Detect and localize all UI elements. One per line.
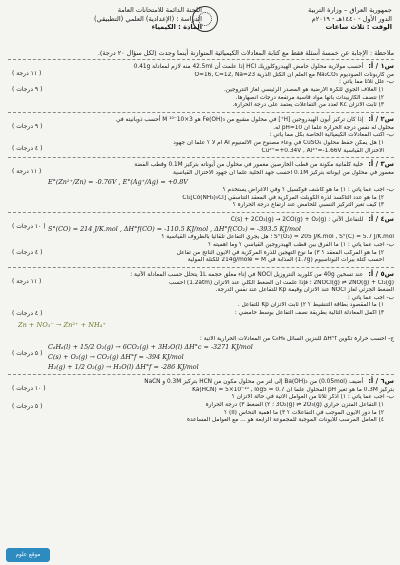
time-line: الوقت : ثلاث ساعات [325, 23, 392, 32]
equation: C(s) + O₂(g) → CO₂(g) ΔH°f = -394 KJ/mol [48, 352, 184, 361]
question-line: محلول له نفس درجة الحرارة علماً أن pH=10 له. [273, 124, 394, 131]
marks-label: ( ٩ درجات ) [12, 86, 43, 94]
question-2 [8, 115, 394, 155]
equation: C₆H₆(l) + 15/2 O₂(g) → 6CO₂(g) + 3H₂O(l) ΔH°c = -3271 KJ/mol [48, 343, 253, 352]
question-line: إذا كان تركيز أيون الهيدروجين [H⁺] في محلول مشبع من Fe(OH)₃ هو 3×10⁻¹⁰ M أحسب ذوبانيته في [116, 117, 364, 124]
marks-label: ( ٤ درجات ) [12, 249, 43, 257]
redox-equation: Zn + NO₃⁻ → Zn²⁺ + NH₄⁺ [18, 320, 106, 329]
question-line: ٢) ما هو عدد التأكسد لذرة الكوبلت المركزية في المعقد التناسقي [Co(NH₃)₅Cl]Cl₂ [182, 194, 384, 201]
question-line: خلية كلفانية مكونة من قطب الخارصين مغمور في محلول من أيوناته بتركيز 0.1M وقطب الفضة [134, 162, 364, 169]
question-line: من كاربونات الصوديوم Na₂CO₃ مع العلم أن الكتل الذرية O=16, C=12, Na=23 [194, 71, 394, 78]
marks-label: ( ١٠ درجات ) [12, 385, 46, 393]
instructions-note: ملاحظة : الإجابة عن خمسة أسئلة فقط مع كتابة المعادلات الكيميائية المتوازنة أينما وجدت (لكل سؤال ٢٠ درجة). [97, 49, 394, 57]
marks-label: ( ٥ درجات ) [12, 403, 43, 411]
committee-line-1: اللجنة الدائمة للامتحانات العامة [117, 6, 202, 14]
question-line: ٢) ما دور الأيون الموجب في التفاعلات ؟ ٣) ما أهمية النحاس (II) ؟ [224, 409, 384, 416]
marks-label: ( ١٠ درجات ) [12, 223, 46, 231]
ministry-line-1: جمهورية العراق – وزارة التربية [308, 6, 392, 14]
question-line: ب- أكتب المعادلات الكيميائية الخاصة بكل مما يأتي : [269, 132, 394, 139]
question-line: بتركيز 0.3M ما هو تغير pH المحلول علماً أن Ka(HCN) = 5×10⁻¹⁰ , log5 = 0.7 [192, 386, 394, 393]
question-label: س٢ / أ: [368, 115, 394, 124]
question-line: عند تسخين 40g من كلوريد النتروزيل NOCl في إناء مغلق حجمه 1L يتحلل حسب المعادلة الآتية : [130, 271, 364, 278]
marks-label: ( ١١ درجة ) [12, 277, 42, 285]
divider [8, 374, 394, 375]
question-line: ٤) العامل المرسب للأيونات الموجبة للمجموعة الرابعة هو ... مع العوامل المساعدة [186, 417, 384, 424]
question-line: ب- أجب عما يأتي : ١) أذكر ثلاثاً من العوامل الآتية في حالة الاتزان ؟ [231, 394, 394, 401]
equation: E°(Zn²⁺/Zn) = -0.76V , E°(Ag⁺/Ag) = +0.8V [48, 177, 188, 186]
question-line: مغمور في محلول من أيوناته بتركيز 0.1M أحسب جهد الخلية علماً أن جهود الاختزال القياسية [172, 169, 394, 176]
committee-block [12, 6, 202, 32]
question-line: 2NOCl(g) ⇌ 2NO(g) + Cl₂(g) ؛ فإذا علمت أن الضغط الكلي عند الاتزان (1.2atm) أحسب [169, 279, 394, 286]
question-label: س٣ / أ: [368, 160, 394, 169]
question-4 [8, 215, 394, 265]
divider [8, 212, 394, 213]
question-line: ب- أجب عما يأتي : [347, 294, 394, 301]
question-line: ١) الغلاف الجوي للكرة الأرضية هو المصدر الرئيسي لغاز النتروجين. [223, 87, 384, 94]
marks-label: ( ١١ درجة ) [12, 168, 42, 176]
equation: H₂(g) + 1/2 O₂(g) → H₂O(l) ΔH°f = -286 KJ/mol [48, 362, 199, 371]
question-line: ٢) تتصف الكاربيدات بأنها مواد قاسية مرتفعة درجات انصهارها. [235, 94, 384, 101]
question-label: س٥ / أ: [368, 269, 394, 278]
equation: S°(CO) = 214 J/K.mol , ΔH°f(CO) = -110.5 KJ/mol , ΔH°f(CO₂) = -393.5 KJ/mol [48, 224, 301, 233]
question-line: الاختزال القياسية Cu²⁺=+0.34V , Al³⁺=-1.66V [261, 147, 384, 154]
question-line: ب- علل ثلاثاً مما يأتي : [339, 79, 394, 86]
divider [8, 267, 394, 268]
exam-header [8, 4, 394, 48]
question-5 [8, 270, 394, 372]
question-line: ١) التفاعل المتزن حراري 3O₂(g) ⇌ 2O₃(g) ؛ ٢) الضغط ٣) درجة الحرارة [205, 402, 384, 409]
question-line: ١) ما المقصود بطاقة التنشيط ؟ ٢) ثابت الاتزان Kp للتفاعل . [237, 302, 384, 309]
marks-label: ( ٤ درجات ) [12, 145, 43, 153]
committee-line-2: الدراسة : (الإعدادية) العلمي (التطبيقي) [94, 14, 202, 23]
ministry-block [242, 6, 392, 32]
divider [8, 59, 394, 60]
question-line: ٣) كيف تغير التركيز النسبي للحامض عند ارتفاع درجة الحرارة ؟ [232, 202, 384, 209]
marks-label: ( ٩ درجات ) [12, 123, 43, 131]
question-line: ب- أجب عما يأتي : ١) ما هو كاشف فوكسيل ؟ وفي الأغراض يستخدم ؟ [222, 187, 394, 194]
question-line: الضغط الجزئي لغاز NOCl عند الاتزان وقيمة Kp للتفاعل عند نفس الدرجة. [215, 287, 394, 294]
question-line: للتفاعل الآتي : C(s) + 2CO₂(g) → 2CO(g) + O₂(g) [230, 217, 364, 224]
question-line: ج- أحسب حرارة تكوين ΔH°f للبنزين السائل C₆H₆ من المعادلات الحرارية الآتية : [199, 335, 394, 342]
question-line: أحسب كتلة بيرات البوتاسيوم (1.7g) المذابة في 214g/mole = M للكتلة المولية [187, 257, 384, 264]
question-1 [8, 62, 394, 110]
marks-label: ( ١١ درجة ) [12, 70, 42, 78]
question-line: أضيف (0.05mol) من Ba(OH)₂ إلى لتر من محلول مكون من HCN بتركيز 0.3M و NaCN [144, 379, 364, 386]
question-label: س٤ / أ: [368, 215, 394, 224]
site-logo: موقع علوم [6, 548, 50, 562]
question-line: ٣) ثابت الاتزان Kc لعدد من التفاعلات يعتمد على درجة الحرارة. [232, 102, 384, 109]
question-6 [8, 377, 394, 425]
question-label: س٦ / أ: [368, 377, 394, 386]
question-3 [8, 160, 394, 210]
marks-label: ( ٤ درجات ) [12, 309, 43, 317]
question-line: ٣) أكمل المعادلة التالية بطريقة نصف التفاعل بوسط حامضي : [234, 310, 384, 317]
question-line: ٢) ما هو المركب المعقد ؟ ٣) ما نوع التهجين للذرة المركزية في الأيون الناتج من تفاعل [176, 249, 384, 256]
redox-equation-row [8, 318, 394, 336]
question-line: أحسب مولارية محلول حامض الهيدروكلوريك HCl إذا علمت أن 42.5ml منه لازم لمعادلة 0.41g [133, 64, 364, 71]
ministry-line-2: الدور الأول - ١٤٤٠هـ - ٢٠١٩م [311, 14, 392, 23]
subject-line: المادة : الكيمياء [151, 23, 202, 32]
question-label: س١ / أ: [368, 62, 394, 71]
question-line: ١) هل يمكن حفظ محلول CuSO₄ في وعاء مصنوع من الألمنيوم Al أم لا ؟ علماً أن جهود [173, 139, 384, 146]
divider [8, 112, 394, 113]
divider [8, 157, 394, 158]
question-line: S°(O₂) = 205 J/K.mol , S°(C) = 5.7 J/K.mol ؛ هل يجري التفاعل تلقائياً بالظروف القياسية ؟ [161, 234, 394, 241]
marks-label: ( ٥ درجات ) [12, 349, 43, 357]
question-line: ب- أجب عما يأتي : ١) ما الفرق بين قطب الهيدروجين القياسي ؟ وما أهميته ؟ [208, 241, 394, 248]
